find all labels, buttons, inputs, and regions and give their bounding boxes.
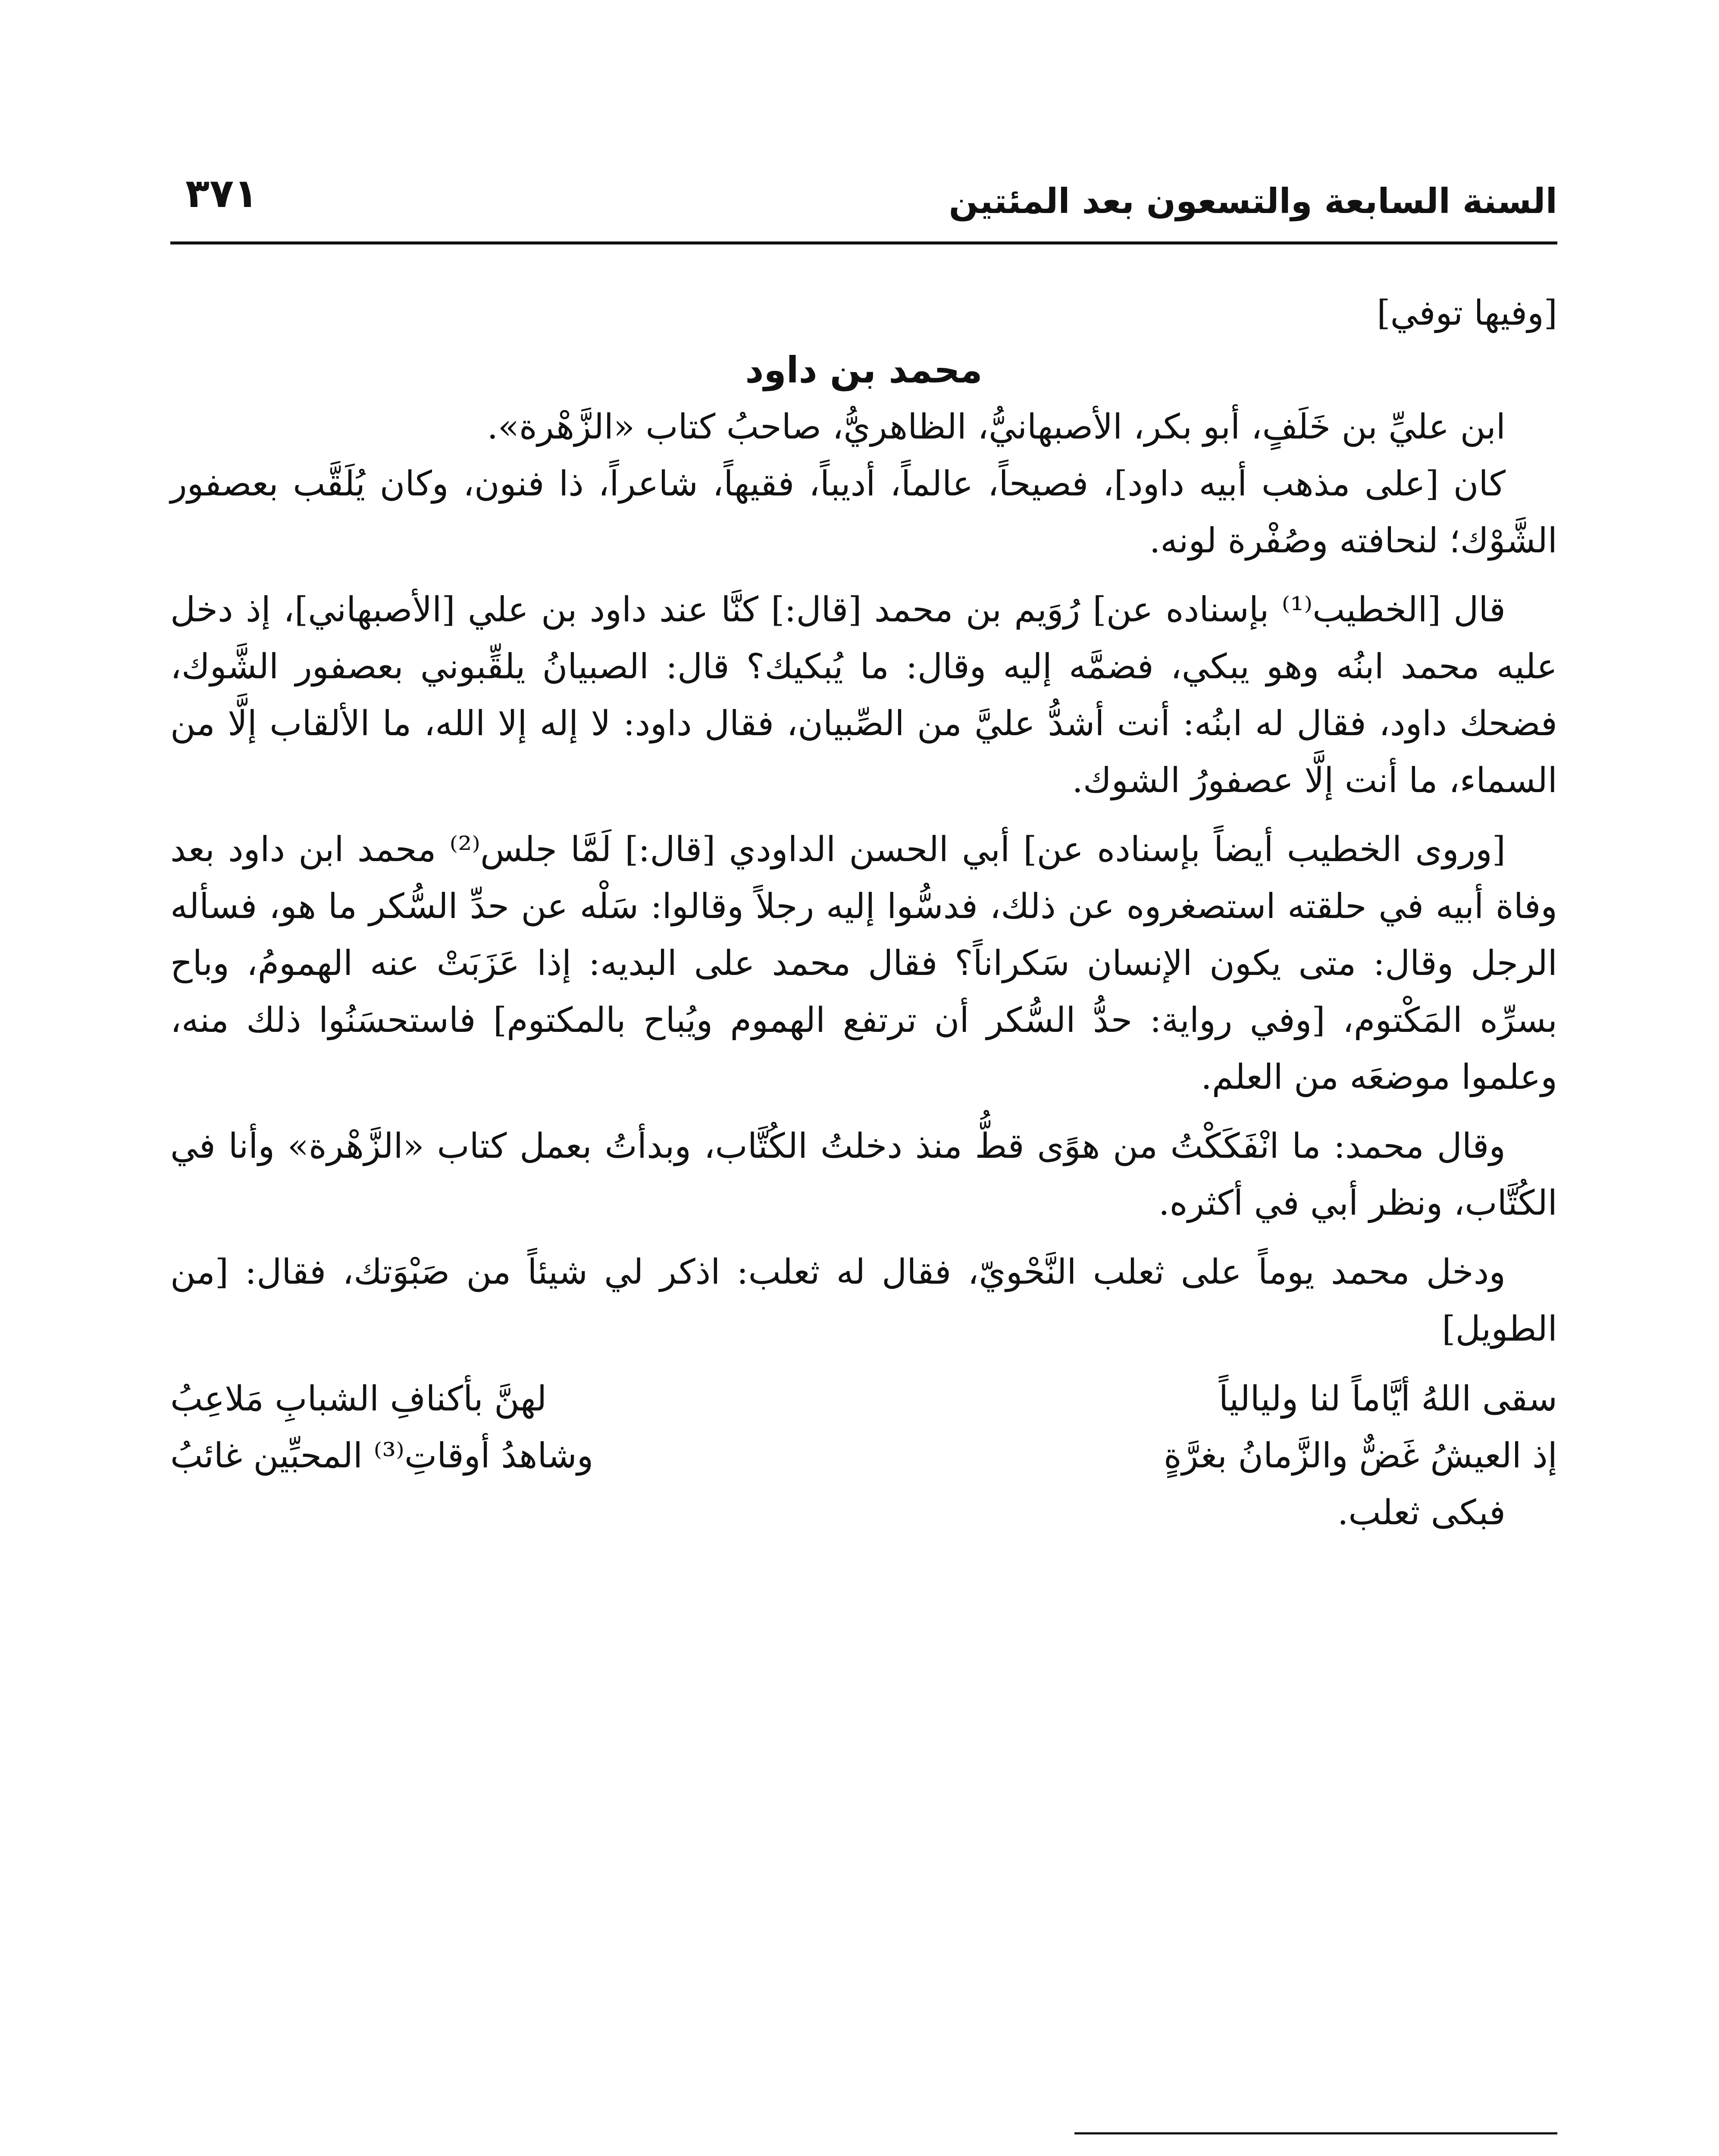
paragraph: ودخل محمد يوماً على ثعلب النَّحْويّ، فقال له ثعلب: اذكر لي شيئاً من صَبْوَتك، فقال: [من الطويل] xyxy=(170,1252,1557,1349)
poem xyxy=(170,1370,1557,1484)
header-rule xyxy=(170,241,1557,244)
paragraph: ابن عليِّ بن خَلَفٍ، أبو بكر، الأصبهانيُّ، الظاهريُّ، صاحبُ كتاب «الزَّهْرة». xyxy=(487,407,1506,447)
poem-hemistich: لهنَّ بأكنافِ الشبابِ مَلاعِبُ xyxy=(170,1379,547,1419)
paragraph: كان [على مذهب أبيه داود]، فصيحاً، عالماً، أديباً، فقيهاً، شاعراً، ذا فنون، وكان يُلَقَّب بعصفور الشَّوْك؛ لنحافته وصُفْرة لونه. xyxy=(170,464,1557,561)
paragraph: وقال محمد: ما انْفَكَكْتُ من هوًى قطُّ منذ دخلتُ الكُتَّاب، وبدأتُ بعمل كتاب «الزَّهْرة» وأنا في الكُتَّاب، ونظر أبي في أكثره. xyxy=(170,1126,1557,1223)
poem-hemistich: سقى اللهُ أيَّاماً لنا وليالياً xyxy=(1218,1379,1557,1419)
running-title: السنة السابعة والتسعون بعد المئتين xyxy=(949,181,1557,221)
entry-heading: محمد بن داود xyxy=(745,349,983,391)
section-note: [وفيها توفي] xyxy=(1377,293,1557,333)
footnote-rule xyxy=(1074,2132,1557,2134)
paragraph: [وروى الخطيب أيضاً بإسناده عن] أبي الحسن الداودي [قال:] لَمَّا جلس⁽²⁾ محمد ابن داود بعد وفاة أبيه في حلقته استصغروه عن ذلك، فدسُّوا إليه رجلاً وقالوا: سَلْه عن حدِّ السُّكر ما هو، فسأله الرجل وقال: متى يكون الإنسان سَكراناً؟ فقال محمد على البديه: إذا عَزَبَتْ عنه الهمومُ، وباح بسرِّه المَكْتوم، [وفي رواية: حدُّ السُّكر أن ترتفع الهموم ويُباح بالمكتوم] فاستحسَنُوا ذلك منه، وعلموا موضعَه من العلم. xyxy=(170,829,1558,1097)
closing-line: فبكى ثعلب. xyxy=(1337,1492,1506,1532)
poem-hemistich: إذ العيشُ غَضٌّ والزَّمانُ بغرَّةٍ xyxy=(1163,1435,1557,1476)
page-number: ٣٧١ xyxy=(185,170,258,216)
poem-verse xyxy=(170,1427,1557,1484)
main-text xyxy=(170,285,1557,1541)
poem-hemistich: وشاهدُ أوقاتِ⁽³⁾ المحبِّين غائبُ xyxy=(170,1435,594,1476)
poem-verse xyxy=(170,1370,1557,1427)
paragraph: قال [الخطيب⁽¹⁾ بإسناده عن] رُوَيم بن محمد [قال:] كنَّا عند داود بن علي [الأصبهاني]، إذ دخل عليه محمد ابنُه وهو يبكي، فضمَّه إليه وقال: ما يُبكيك؟ قال: الصبيانُ يلقِّبوني بعصفور الشَّوك، فضحك داود، فقال له ابنُه: أنت أشدُّ عليَّ من الصِّبيان، فقال داود: لا إله إلا الله، ما الألقاب إلَّا من السماء، ما أنت إلَّا عصفورُ الشوك. xyxy=(170,589,1558,800)
